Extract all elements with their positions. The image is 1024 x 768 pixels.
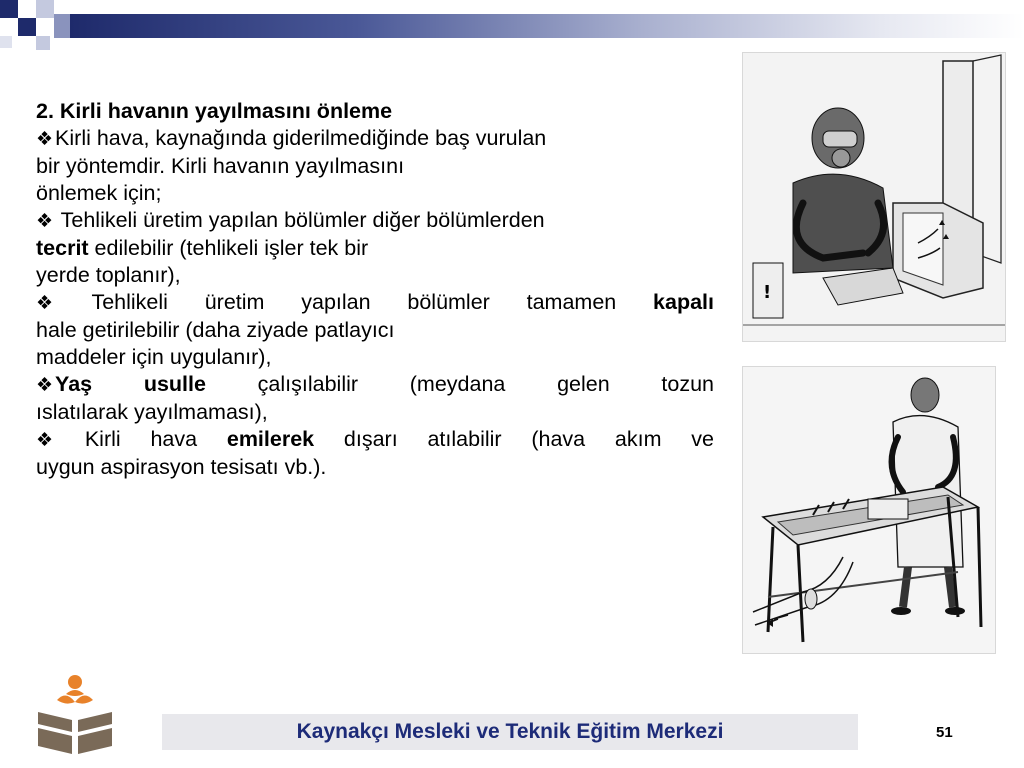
bullet-diamond-icon: ❖ <box>36 430 54 451</box>
footer-title: Kaynakçı Mesleki ve Teknik Eğitim Merkezi <box>296 720 724 743</box>
deco-square <box>54 14 70 38</box>
deco-square <box>36 0 54 18</box>
hood-worker-drawing <box>743 53 1005 341</box>
paragraph-2: ❖ Tehlikeli üretim yapılan bölümler diğer bölümlerden tecrit edilebilir (tehlikeli işler tek bir yerde toplanır), <box>36 208 545 287</box>
paragraph-4: ❖Yaş usulle çalışılabilir (meydana gelen tozun <box>36 371 714 399</box>
bullet-diamond-icon: ❖ <box>36 129 54 150</box>
illustration-hood-worker <box>742 52 1006 342</box>
bullet-diamond-icon: ❖ <box>36 293 54 314</box>
bullet-diamond-icon: ❖ <box>36 375 54 396</box>
paragraph-3-cont: hale getirilebilir (daha ziyade patlayıcı maddeler için uygulanır), <box>36 318 395 369</box>
slide-heading: 2. Kirli havanın yayılmasını önleme <box>36 99 393 123</box>
deco-square <box>0 0 18 18</box>
illustration-wet-bench-worker <box>742 366 996 654</box>
paragraph-3: ❖ Tehlikeli üretim yapılan bölümler tamamen kapalı <box>36 289 714 317</box>
top-gradient-bar <box>70 14 1024 38</box>
deco-square <box>18 18 36 36</box>
top-decoration <box>0 0 1024 52</box>
slide-content <box>36 98 714 481</box>
svg-text:!: ! <box>763 282 772 303</box>
paragraph-1: ❖Kirli hava, kaynağında giderilmediğinde baş vurulan bir yöntemdir. Kirli havanın yayılmasını önlemek için; <box>36 126 547 205</box>
bullet-diamond-icon: ❖ <box>36 211 54 232</box>
page-number: 51 <box>936 724 953 741</box>
paragraph-4-cont: ıslatılarak yayılmaması), <box>36 400 268 424</box>
wet-bench-drawing <box>743 367 995 653</box>
deco-square <box>36 36 50 50</box>
paragraph-5: ❖ Kirli hava emilerek dışarı atılabilir (hava akım ve <box>36 426 714 454</box>
footer-bar <box>162 714 858 750</box>
institution-logo <box>32 672 118 761</box>
paragraph-5-cont: uygun aspirasyon tesisatı vb.). <box>36 455 327 479</box>
deco-square <box>0 36 12 48</box>
